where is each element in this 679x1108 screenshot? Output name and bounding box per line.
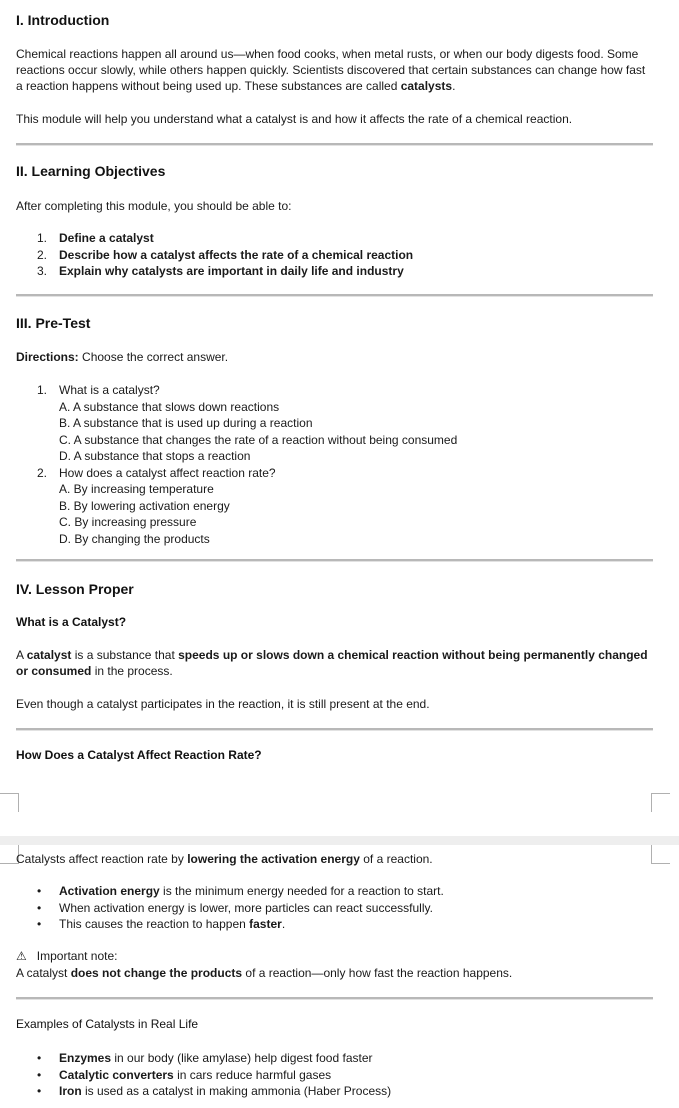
question-item: 1. What is a catalyst? A. A substance that slows down reactions B. A substance that is used up during a reaction C. A substance that changes the rate of a reaction without being consumed D. A substance that stops a reaction (37, 383, 458, 463)
introduction-paragraph: Chemical reactions happen all around us—when food cooks, when metal rusts, or when our body digests food. Some reactions occur slowly, while others happen quickly. Scientists discovered that certain substances can change how fast a reaction happens without being used up. These substances are called catalysts. (16, 47, 646, 93)
question-item: 2. How does a catalyst affect reaction rate? A. By increasing temperature B. By lowering activation energy C. By increasing pressure D. By changing the products (37, 465, 457, 548)
examples-subheading: Examples of Catalysts in Real Life (16, 1017, 199, 1031)
what-is-catalyst-subheading: What is a Catalyst? (16, 615, 127, 629)
objective-item: 3. Explain why catalysts are important in daily life and industry (37, 264, 404, 278)
objective-item: 2. Describe how a catalyst affects the rate of a chemical reaction (37, 247, 414, 262)
section-divider (16, 143, 653, 146)
objectives-list (37, 230, 413, 280)
lesson-proper-heading: IV. Lesson Proper (16, 581, 134, 597)
list-item: • Enzymes in our body (like amylase) help digest food faster (37, 1051, 373, 1065)
objective-item: 1. Define a catalyst (37, 231, 154, 245)
catalyst-still-present: Even though a catalyst participates in the reaction, it is still present at the end. (16, 697, 430, 711)
pre-test-heading: III. Pre-Test (16, 315, 91, 331)
catalyst-examples-list (37, 1050, 391, 1100)
activation-energy-bullets (37, 883, 444, 933)
activation-energy-intro: Catalysts affect reaction rate by lowering the activation energy of a reaction. (16, 852, 433, 866)
page-corner-mark (651, 793, 670, 812)
answer-option: A. A substance that slows down reactions (59, 399, 280, 414)
catalyst-definition: A catalyst is a substance that speeds up or slows down a chemical reaction without being permanently changed or consumed in the process. (16, 648, 648, 678)
section-divider (16, 559, 653, 562)
document-page-2 (0, 845, 679, 1108)
section-divider (16, 728, 653, 731)
page-break (0, 836, 679, 845)
page-corner-mark (651, 845, 670, 864)
list-item: • Catalytic converters in cars reduce harmful gases (37, 1067, 332, 1082)
pre-test-questions (37, 382, 457, 547)
warning-icon: ⚠ (16, 949, 27, 963)
answer-option: B. A substance that is used up during a reaction (59, 416, 313, 430)
important-note-text: A catalyst does not change the products of a reaction—only how fast the reaction happens. (16, 966, 513, 980)
answer-option: D. A substance that stops a reaction (59, 449, 251, 463)
how-catalyst-affects-subheading: How Does a Catalyst Affect Reaction Rate? (16, 748, 262, 762)
introduction-heading: I. Introduction (16, 12, 110, 28)
list-item: • This causes the reaction to happen faster. (37, 917, 286, 931)
pre-test-directions: Directions: Choose the correct answer. (16, 350, 229, 364)
answer-option: A. By increasing temperature (59, 482, 214, 496)
important-note-label: ⚠ Important note: (16, 949, 118, 963)
section-divider (16, 294, 653, 297)
answer-option: C. A substance that changes the rate of a reaction without being consumed (59, 432, 458, 447)
answer-option: C. By increasing pressure (59, 515, 197, 529)
answer-option: D. By changing the products (59, 531, 210, 546)
answer-option: B. By lowering activation energy (59, 498, 230, 513)
list-item: • Iron is used as a catalyst in making ammonia (Haber Process) (37, 1084, 392, 1098)
introduction-purpose: This module will help you understand what a catalyst is and how it affects the rate of a chemical reaction. (16, 112, 573, 126)
objectives-intro: After completing this module, you should be able to: (16, 199, 292, 213)
section-divider (16, 997, 653, 1000)
list-item: • When activation energy is lower, more particles can react successfully. (37, 900, 433, 915)
page-corner-mark (0, 793, 19, 812)
list-item: • Activation energy is the minimum energy needed for a reaction to start. (37, 884, 444, 898)
learning-objectives-heading: II. Learning Objectives (16, 163, 166, 179)
